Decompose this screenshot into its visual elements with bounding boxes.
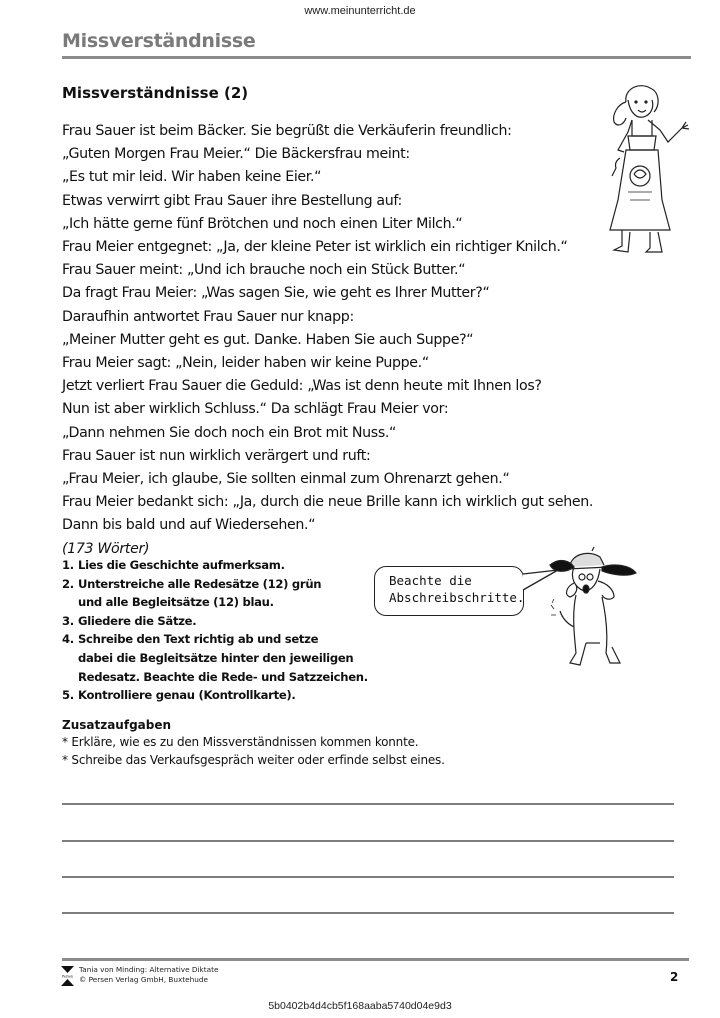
page-number: 2 xyxy=(670,970,679,984)
footer-credits xyxy=(79,965,218,985)
writing-line xyxy=(62,912,674,914)
story-line: Daraufhin antwortet Frau Sauer nur knapp: xyxy=(62,308,354,325)
story-line: Dann bis bald und auf Wiedersehen.“ xyxy=(62,517,316,534)
extra-tasks-list xyxy=(62,734,445,769)
task-text: Gliedere die Sätze. xyxy=(78,613,197,628)
writing-line xyxy=(62,803,674,805)
writing-line xyxy=(62,840,674,842)
footer-divider xyxy=(62,958,689,961)
story-line: Frau Sauer ist beim Bäcker. Sie begrüßt die Verkäuferin freundlich: xyxy=(62,123,512,139)
task-number: 2. xyxy=(62,576,74,591)
dog-illustration xyxy=(540,543,640,683)
story-line: Frau Meier entgegnet: „Ja, der kleine Peter ist wirklich ein richtiger Knilch.“ xyxy=(62,239,568,256)
extra-tasks-title: Zusatzaufgaben xyxy=(62,718,172,732)
extra-task-item: * Erkläre, wie es zu den Missverständnissen kommen konnte. xyxy=(62,735,419,749)
task-item xyxy=(62,556,392,575)
site-url: www.meinunterricht.de xyxy=(304,5,416,17)
task-item xyxy=(62,612,392,631)
task-text: Unterstreiche alle Redesätze (12) grün und alle Begleitsätze (12) blau. xyxy=(78,576,322,610)
footer-author: Tania von Minding: Alternative Diktate xyxy=(79,965,219,974)
logo-label: Persen xyxy=(62,974,73,979)
story-line: Jetzt verliert Frau Sauer die Geduld: „Was ist denn heute mit Ihnen los? xyxy=(62,378,542,395)
task-number: 4. xyxy=(62,632,74,647)
story-line: Frau Sauer ist nun wirklich verärgert und ruft: xyxy=(62,447,371,464)
story-line: Frau Sauer meint: „Und ich brauche noch ein Stück Butter.“ xyxy=(62,262,466,279)
speech-bubble-text: Beachte die Abschreibschritte. xyxy=(389,573,525,605)
word-count: (173 Wörter) xyxy=(62,540,150,557)
story-line: Frau Meier bedankt sich: „Ja, durch die neue Brille kann ich wirklich gut sehen. xyxy=(62,494,594,511)
story-line: „Es tut mir leid. Wir haben keine Eier.“ xyxy=(62,169,322,186)
story-line: „Frau Meier, ich glaube, Sie sollten einmal zum Ohrenarzt gehen.“ xyxy=(62,471,510,488)
task-number: 3. xyxy=(62,613,74,628)
story-line: „Guten Morgen Frau Meier.“ Die Bäckersfrau meint: xyxy=(62,146,410,163)
footer-publisher: © Persen Verlag GmbH, Buxtehude xyxy=(79,975,209,984)
story-line: „Dann nehmen Sie doch noch ein Brot mit Nuss.“ xyxy=(62,424,397,441)
story-line: „Ich hätte gerne fünf Brötchen und noch einen Liter Milch.“ xyxy=(62,215,463,232)
speech-bubble xyxy=(374,566,524,616)
story-line: Frau Meier sagt: „Nein, leider haben wir keine Puppe.“ xyxy=(62,355,429,372)
task-text: Schreibe den Text richtig ab und setze dabei die Begleitsätze hinter den jeweiligen Redesatz. Beachte die Rede- und Satzzeichen. xyxy=(78,632,368,684)
story-line: „Meiner Mutter geht es gut. Danke. Haben Sie auch Suppe?“ xyxy=(62,331,474,348)
task-number: 5. xyxy=(62,688,74,703)
page-header-title: Missverständnisse xyxy=(62,30,256,52)
persen-logo-icon xyxy=(61,966,74,986)
story-line: Nun ist aber wirklich Schluss.“ Da schlägt Frau Meier vor: xyxy=(62,401,449,418)
task-item xyxy=(62,575,392,612)
document-hash: 5b0402b4d4cb5f168aaba5740d04e9d3 xyxy=(268,1000,452,1012)
task-list xyxy=(62,556,392,705)
story-title: Missverständnisse (2) xyxy=(62,84,249,102)
task-number: 1. xyxy=(62,558,74,572)
extra-task-item: * Schreibe das Verkaufsgespräch weiter oder erfinde selbst eines. xyxy=(62,752,445,767)
writing-line xyxy=(62,876,674,878)
story-line: Etwas verwirrt gibt Frau Sauer ihre Bestellung auf: xyxy=(62,192,402,209)
task-text: Kontrolliere genau (Kontrollkarte). xyxy=(78,688,296,703)
task-item xyxy=(62,686,392,705)
story-text xyxy=(62,120,622,561)
header-divider xyxy=(62,56,691,59)
task-item xyxy=(62,630,392,686)
task-text: Lies die Geschichte aufmerksam. xyxy=(78,558,285,572)
story-line: Da fragt Frau Meier: „Was sagen Sie, wie geht es Ihrer Mutter?“ xyxy=(62,285,490,302)
baker-woman-illustration xyxy=(588,80,698,260)
